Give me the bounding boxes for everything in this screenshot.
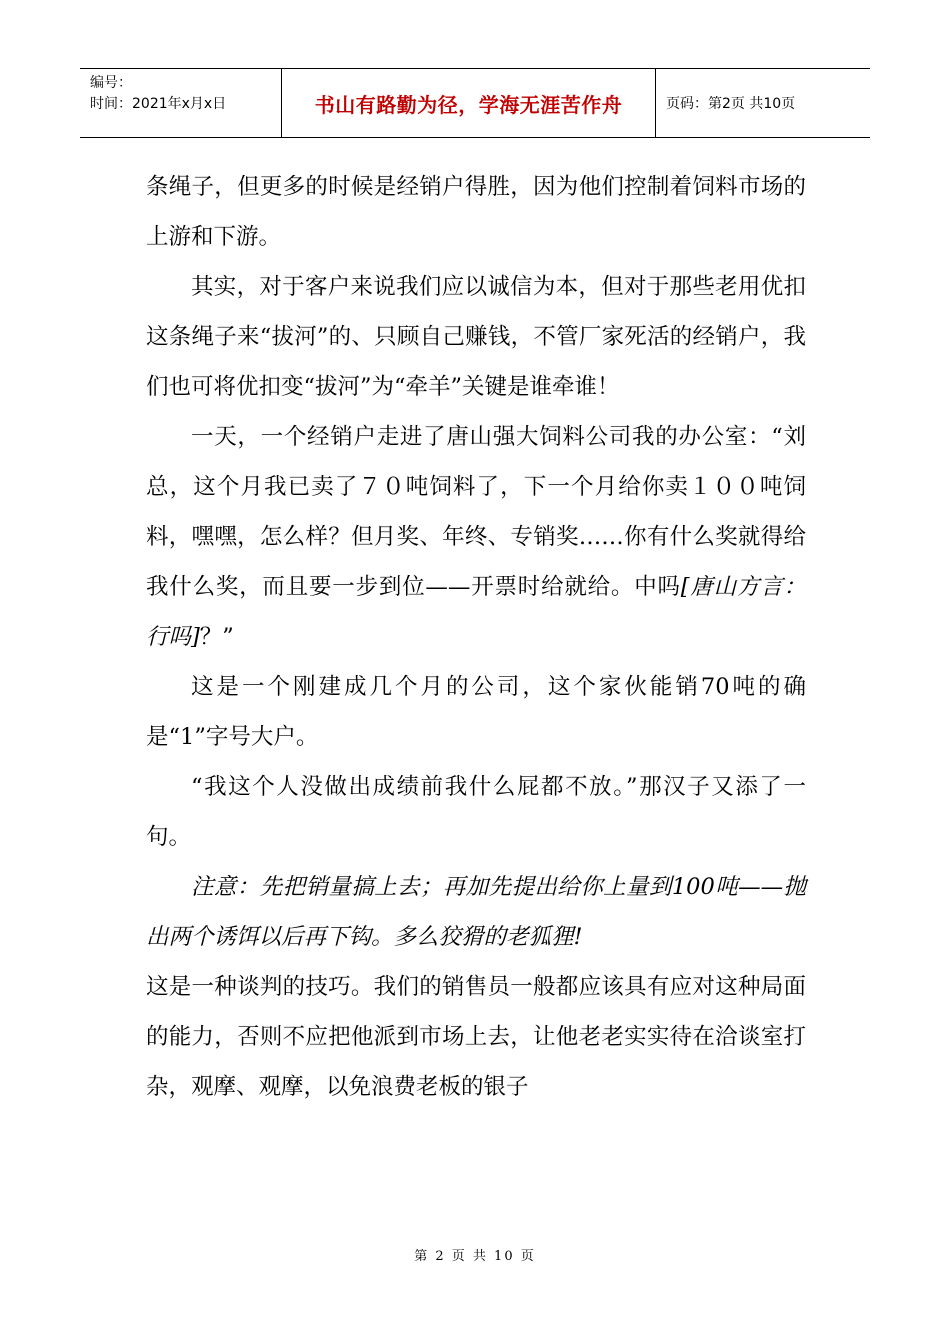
- header-meta: [80, 69, 282, 137]
- paragraph-3-tail: ？”: [199, 624, 234, 650]
- document-number-label: 编号：: [90, 75, 132, 91]
- page-header: [80, 68, 870, 138]
- document-date: 时间：2021年x月x日: [90, 96, 227, 112]
- document-body: [146, 162, 806, 1112]
- page-footer: 第 2 页 共 10 页: [414, 1249, 536, 1264]
- header-page-cell: [656, 69, 870, 137]
- paragraph-4: 这是一个刚建成几个月的公司，这个家伙能销70吨的确是“1”字号大户。: [146, 674, 806, 750]
- dialect-note: [唐山方言：行吗]: [146, 574, 806, 650]
- paragraph-1: 条绳子，但更多的时候是经销户得胜，因为他们控制着饲料市场的上游和下游。: [146, 174, 806, 250]
- paragraph-6-note: 注意：先把销量搞上去；再加先提出给你上量到100吨——抛出两个诱饵以后再下钩。多么狡猾的老狐狸!: [146, 874, 806, 950]
- header-page-info: 页码：第2页 共10页: [666, 96, 796, 112]
- header-motto-cell: [282, 69, 656, 137]
- header-motto: 书山有路勤为径，学海无涯苦作舟: [314, 92, 623, 117]
- paragraph-2: 其实，对于客户来说我们应以诚信为本，但对于那些老用优扣这条绳子来“拔河”的、只顾自己赚钱，不管厂家死活的经销户，我们也可将优扣变“拔河”为“牵羊”关键是谁牵谁！: [146, 274, 806, 400]
- paragraph-5: “我这个人没做出成绩前我什么屁都不放。”那汉子又添了一句。: [146, 774, 806, 850]
- paragraph-3: [146, 412, 806, 662]
- paragraph-7: 这是一种谈判的技巧。我们的销售员一般都应该具有应对这种局面的能力，否则不应把他派到市场上去，让他老老实实待在洽谈室打杂，观摩、观摩，以免浪费老板的银子: [146, 974, 806, 1100]
- paragraph-3-text: 一天，一个经销户走进了唐山强大饲料公司我的办公室：“刘总，这个月我已卖了７０吨饲料了，下一个月给你卖１００吨饲料，嘿嘿，怎么样？但月奖、年终、专销奖……你有什么奖就得给我什么奖，而且要一步到位——开票时给就给。中吗: [146, 424, 806, 600]
